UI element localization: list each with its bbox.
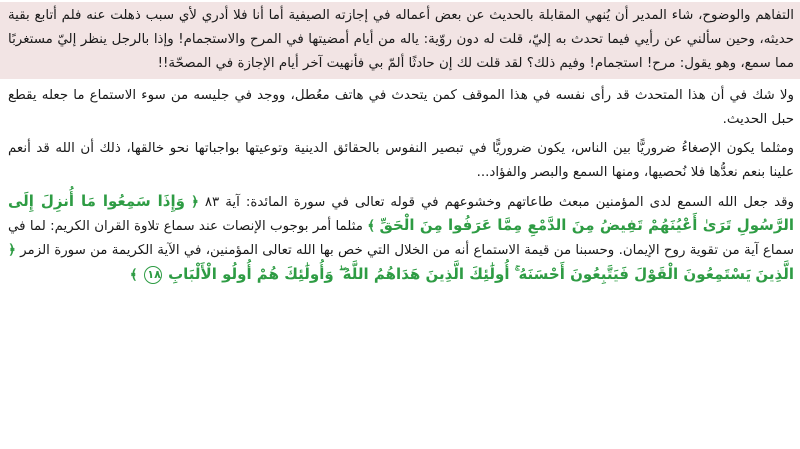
- paragraph-4-line-2-tail: مثلما أمر: [312, 219, 363, 235]
- paragraph-quran: [8, 190, 794, 288]
- verse-1-close-bracket: ﴾: [367, 219, 376, 235]
- verse-2-open-bracket: ﴿: [8, 243, 16, 259]
- paragraph-1-line-2: أدري لأي سبب ذهلت عنه فلم أتابع بقية حديثه، وحين سألني عن رأيي فيما تحدث به إليّ، قلت له دون روّية:: [8, 8, 794, 47]
- paragraph-3-line-1: ومثلما يكون الإصغاءُ ضروريًّا بين الناس، يكون ضروريًّا في تبصير النفوس بالحقائق الدينية وتوعيتها: [244, 140, 795, 156]
- paragraph-listening: [8, 137, 794, 185]
- verse-az-zumar-part-1: الَّذِينَ: [755, 264, 794, 283]
- verse-al-maidah: وَإِذَا سَمِعُوا مَا أُنزِلَ إِلَى الرَّسُولِ تَرَىٰ أَعْيُنَهُمْ تَفِيضُ مِنَ الدَّمْعِ مِمَّا عَرَفُوا مِنَ الْحَقِّ: [8, 191, 795, 235]
- paragraph-story: [8, 4, 794, 75]
- paragraph-2-line-2: من سوء الاستماع ما جعله يقطع حبل الحديث.: [8, 88, 794, 128]
- paragraph-2-line-1: ولا شك في أن هذا المتحدث قد رأى نفسه في هذا الموقف كمن يتحدث في هاتف معُطل، ووجد في جليسه: [193, 88, 794, 104]
- paragraph-1-line-1: التفاهم والوضوح، شاء المدير أن يُنهي المقابلة بالحديث عن بعض أعماله في إجازته الصيفية أما أنا فلا: [233, 8, 794, 23]
- paragraph-1-line-3: ياله من أيام أمضيتها في المرح والاستجمام! وإذا بالرجل ينظر إليّ مستغربًا مما سمع، وهو يقول: مرح!: [8, 31, 794, 71]
- verse-1-open-bracket: ﴿: [190, 194, 199, 210]
- paragraph-4-line-4: الاستماع أنه من الخلال التي خص بها الله تعالى المؤمنين، في الآية الكريمة من سورة الزمر: [20, 243, 520, 259]
- verse-2-close-bracket: ﴾: [129, 267, 138, 283]
- highlighted-paragraph: [0, 2, 800, 79]
- paragraph-3-line-2: بواجباتها نحو خالقها، ذلك أن الله قد أنعم علينا بنعم نعدُّها فلا نُحصيها، ومنها السمع والبصر والفؤاد...: [8, 140, 794, 180]
- ayah-number-marker: ١٨: [144, 266, 162, 284]
- verse-az-zumar-part-2: يَسْتَمِعُونَ الْقَوْلَ فَيَتَّبِعُونَ أَحْسَنَهُ ۚ أُولَٰئِكَ الَّذِينَ هَدَاهُمُ اللَّهُ ۖ وَأُولَٰئِكَ هُمْ أُولُو الْأَلْبَابِ: [168, 264, 752, 283]
- paragraph-4-line-1: وقد جعل الله السمع لدى المؤمنين مبعث طاعاتهم وخشوعهم في قوله تعالى في سورة المائدة: آية ٨٣: [204, 194, 794, 210]
- paragraph-4-line-3: بوجوب الإنصات عند سماع تلاوة القران الكريم: لما في سماع آية من تقوية روح الإيمان. وحسبنا من قيمة: [8, 219, 794, 259]
- paragraph-reflection: [8, 84, 794, 132]
- paragraph-1-line-4: استجمام! وفيم ذلك؟ لقد قلت لك إن حادثًا ألمّ بي فأنهيت آخر أيام الإجازة في المصحّة!!: [157, 55, 643, 71]
